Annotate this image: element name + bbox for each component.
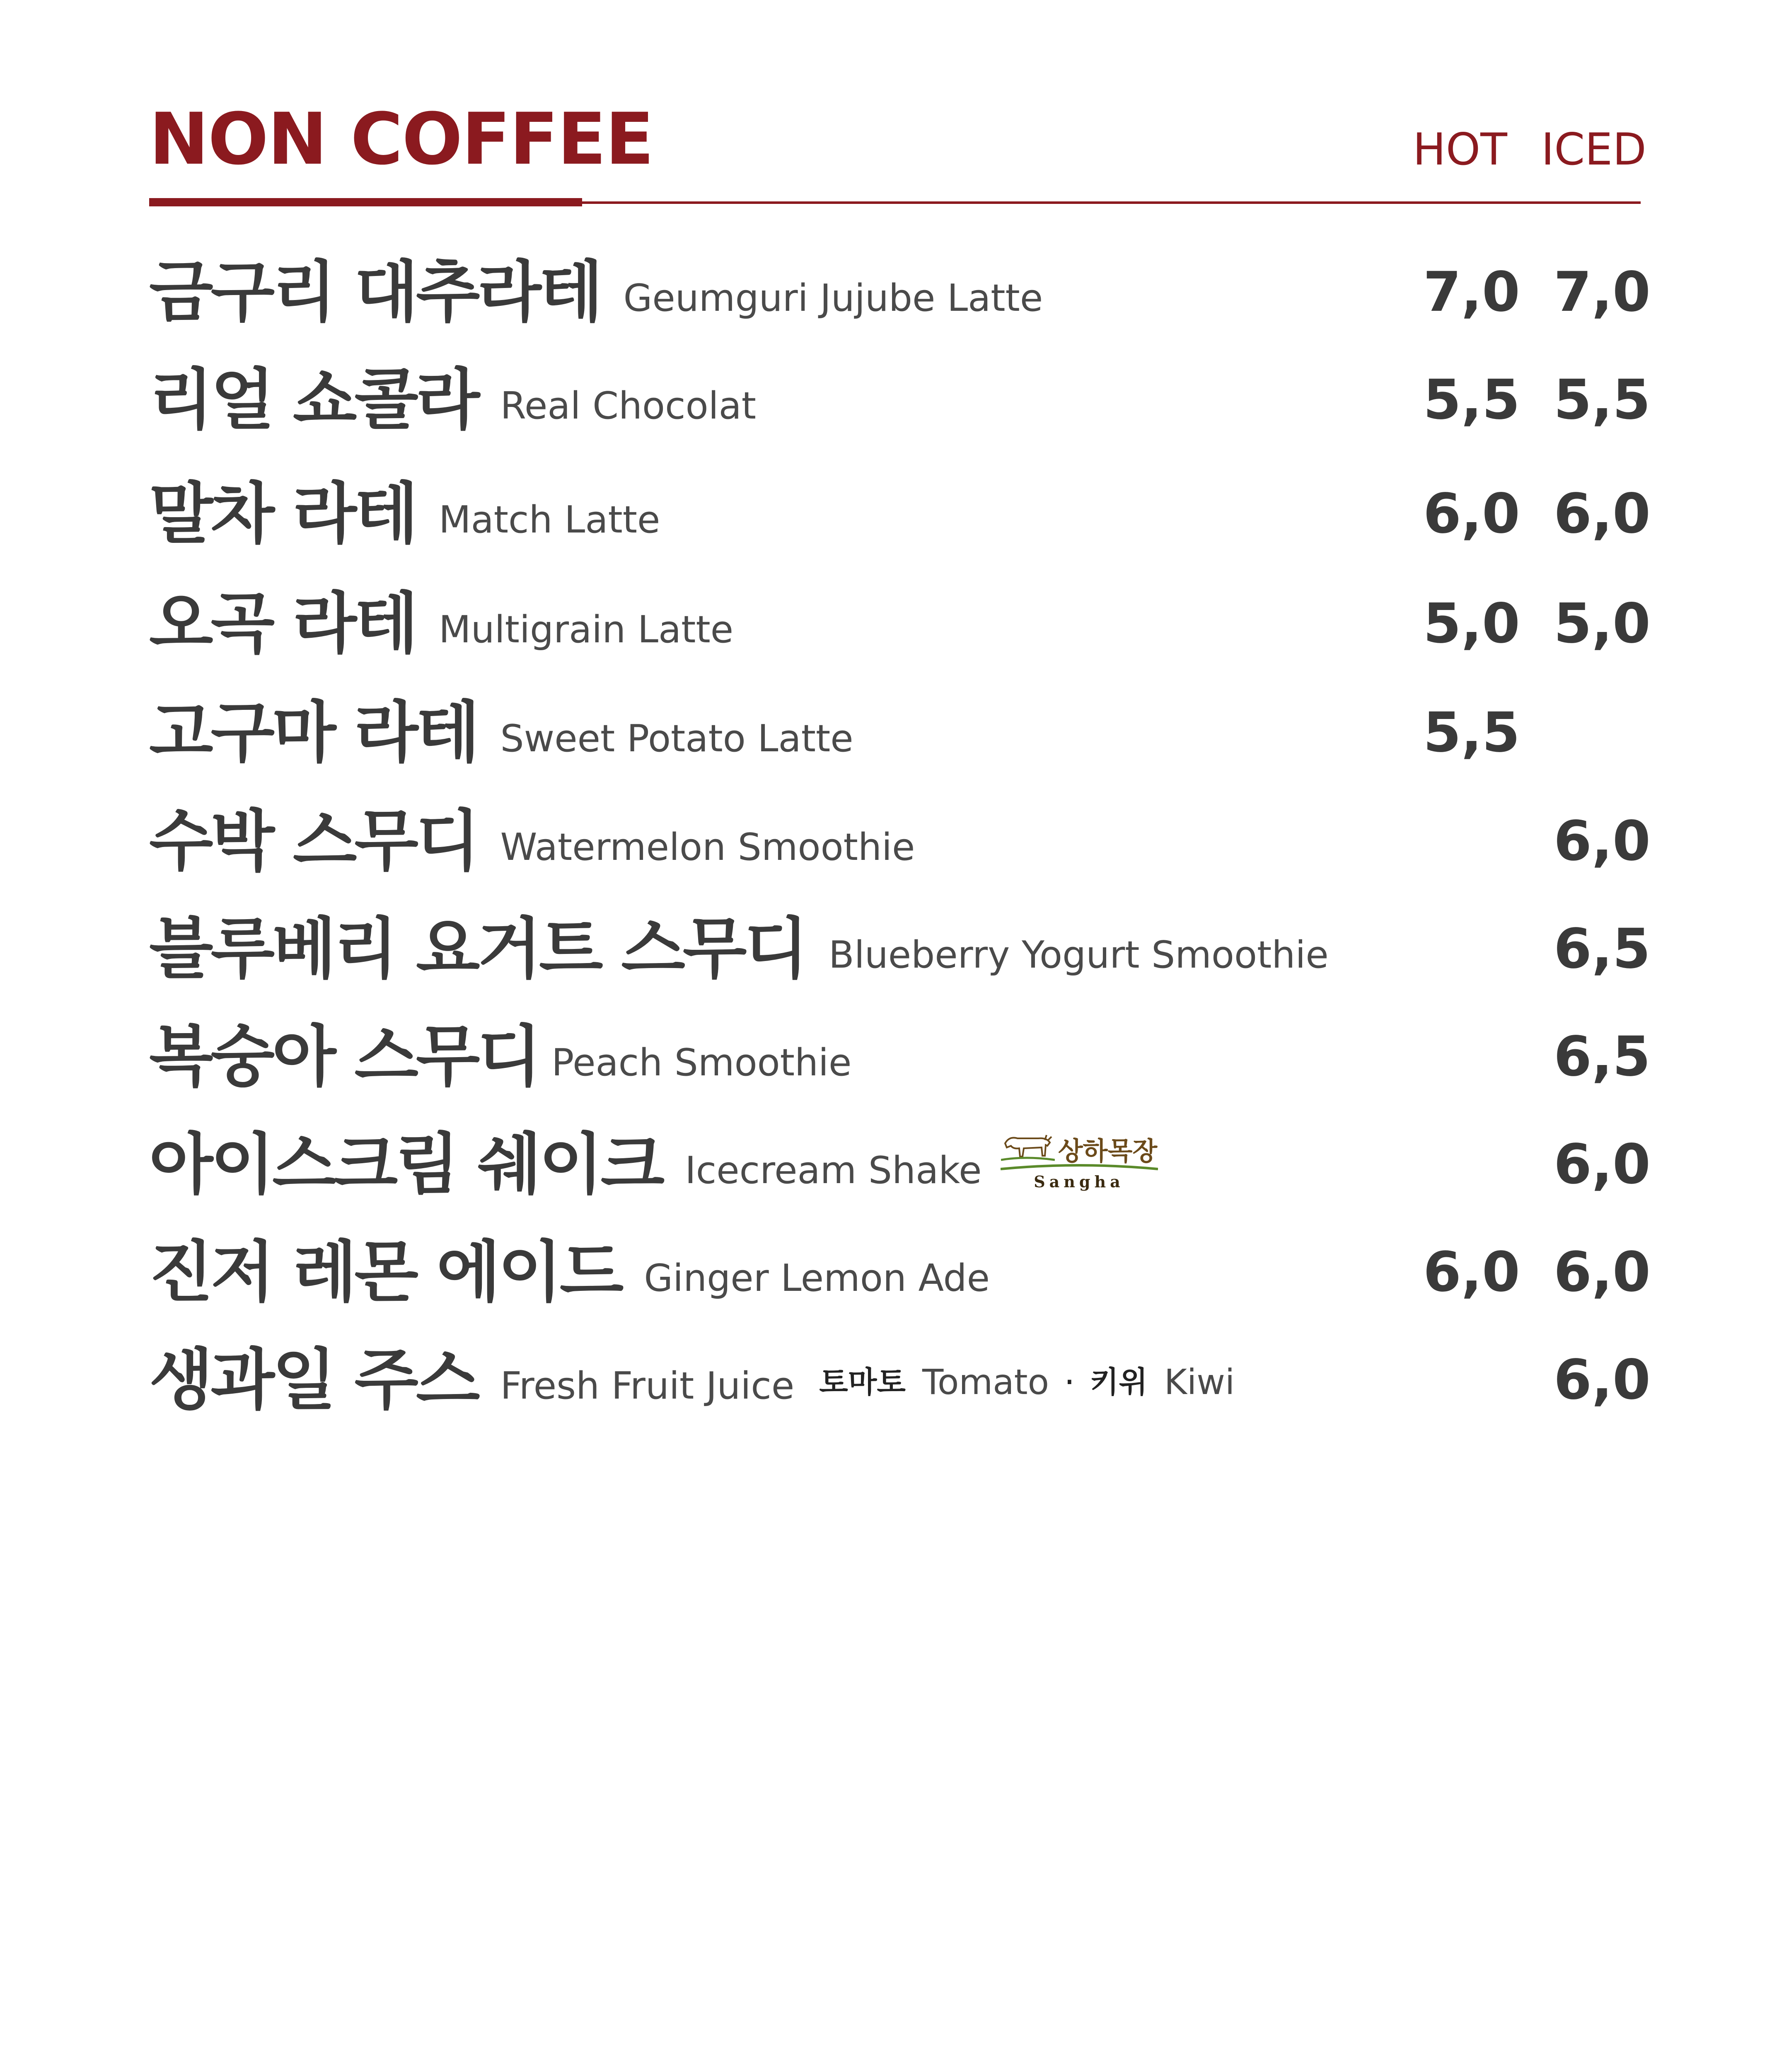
price-hot: 5,5 [1423,368,1520,432]
menu-header [149,97,1646,211]
juice-options [819,1362,1235,1402]
price-iced: 5,5 [1554,368,1651,432]
price-iced: 6,5 [1554,917,1651,981]
item-name-en: Icecream Shake [685,1149,982,1192]
item-name-kr: 리얼 쇼콜라 [149,361,478,438]
price-iced: 7,0 [1554,260,1651,324]
menu-item-blueberry-yogurt-smoothie [149,901,1651,997]
item-name-en: Sweet Potato Latte [500,717,853,760]
item-name-en: Fresh Fruit Juice [500,1364,795,1408]
logo-text-kr: 상하목장 [1058,1136,1158,1166]
logo-text-en: Sangha [1034,1172,1124,1191]
price-hot: 6,0 [1423,1240,1520,1304]
price-hot: 5,0 [1423,592,1520,656]
item-name-kr: 아이스크림 쉐이크 [149,1126,662,1203]
menu-item-watermelon-smoothie [149,794,1651,889]
section-title: NON COFFEE [149,97,653,181]
menu-item-real-chocolat [149,352,1651,448]
item-name-en: Ginger Lemon Ade [644,1256,990,1300]
iced-column-label: ICED [1541,124,1646,175]
option-tomato-en: Tomato [922,1362,1049,1402]
item-name-kr: 복숭아 스무디 [149,1018,539,1095]
price-hot: 5,5 [1423,701,1520,765]
item-name-en: Multigrain Latte [438,608,734,651]
grass-line [1001,1164,1158,1171]
price-iced: 6,0 [1554,1133,1651,1196]
price-iced: 6,0 [1554,1348,1651,1412]
price-iced: 6,0 [1554,482,1651,546]
option-kiwi-en: Kiwi [1164,1362,1235,1402]
menu-item-sweet-potato-latte [149,685,1641,780]
item-name-kr: 수박 스무디 [149,802,478,880]
item-name-kr: 금구리 대추라테 [149,253,601,331]
item-name-kr: 고구마 라테 [149,694,478,771]
price-hot: 7,0 [1423,260,1520,324]
option-separator: · [1064,1362,1075,1402]
menu-item-ginger-lemon-ade [149,1225,1651,1320]
price-iced: 6,0 [1554,1240,1651,1304]
sangha-farm-logo [1001,1131,1158,1190]
item-name-kr: 생과일 주스 [149,1341,478,1418]
item-name-en: Watermelon Smoothie [500,825,915,869]
menu-item-fresh-fruit-juice [149,1332,1651,1428]
item-name-en: Match Latte [438,498,660,542]
option-tomato-kr: 토마토 [819,1365,906,1399]
price-iced: 5,0 [1554,592,1651,656]
item-name-en: Real Chocolat [500,384,757,428]
menu-item-multigrain-latte [149,576,1651,671]
item-name-en: Peach Smoothie [551,1041,852,1084]
cow-icon [1001,1131,1055,1164]
item-name-kr: 말차 라테 [149,475,416,552]
hot-column-label: HOT [1413,124,1507,175]
item-name-kr: 오곡 라테 [149,585,416,662]
price-iced: 6,0 [1554,809,1651,873]
menu-item-icecream-shake [149,1117,1651,1212]
price-hot: 6,0 [1423,482,1520,546]
option-kiwi-kr: 키위 [1090,1365,1148,1399]
menu-item-match-latte [149,466,1651,562]
item-name-en: Geumguri Jujube Latte [623,276,1043,320]
menu-item-jujube-latte [149,244,1651,340]
item-name-kr: 블루베리 요거트 스무디 [149,910,806,988]
title-underline [149,198,582,206]
price-iced: 6,5 [1554,1025,1651,1089]
menu-item-peach-smoothie [149,1009,1651,1104]
item-name-kr: 진저 레몬 에이드 [149,1233,621,1311]
item-name-en: Blueberry Yogurt Smoothie [829,933,1329,977]
